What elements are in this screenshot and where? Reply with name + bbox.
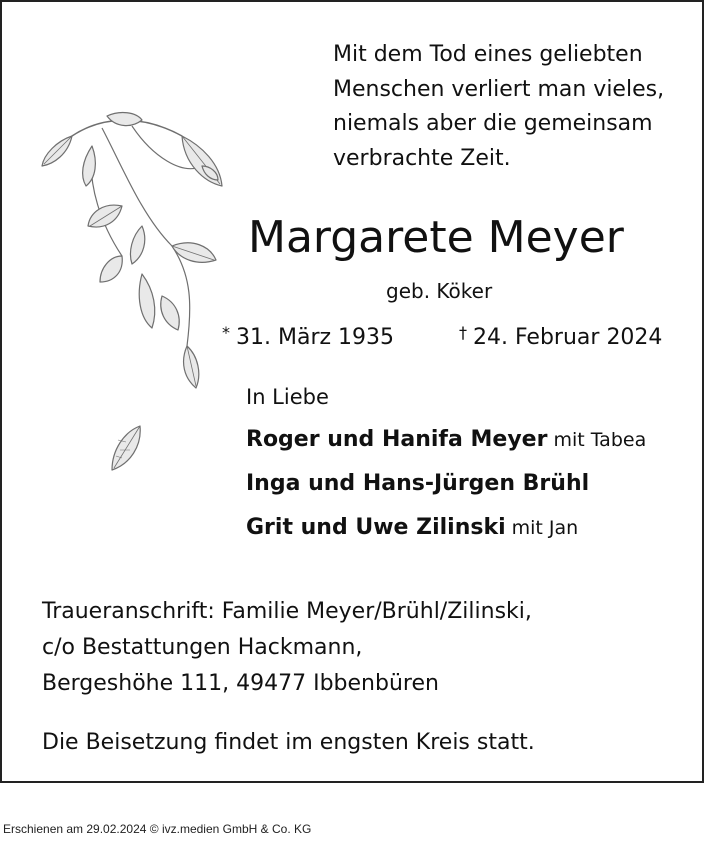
mourner-entry xyxy=(246,512,578,545)
death-date: 24. Februar 2024 xyxy=(473,325,663,350)
death-date-line xyxy=(459,318,662,353)
birth-star-icon: * xyxy=(222,323,230,342)
quote-line: Menschen verliert man vieles, xyxy=(333,76,665,102)
address-line: Bergeshöhe 111, 49477 Ibbenbüren xyxy=(42,671,439,696)
funeral-note: Die Beisetzung findet im engsten Kreis statt. xyxy=(42,730,535,755)
quote-line: Mit dem Tod eines geliebten xyxy=(333,42,643,67)
quote-line: verbrachte Zeit. xyxy=(333,145,511,171)
birth-date: 31. März 1935 xyxy=(236,325,395,350)
mourner-entry xyxy=(246,468,595,501)
address-line: Traueranschrift: Familie Meyer/Brühl/Zilinski, xyxy=(42,599,532,624)
address-line: c/o Bestattungen Hackmann, xyxy=(42,635,363,660)
mourner-name: Inga und Hans-Jürgen Brühl xyxy=(246,471,590,496)
birth-name: geb. Köker xyxy=(386,279,493,303)
mourner-entry xyxy=(246,424,646,457)
quote-line: niemals aber die gemeinsam xyxy=(333,111,653,136)
mourner-extra: mit Tabea xyxy=(553,429,647,451)
birth-date-line xyxy=(222,318,394,353)
mourners-intro: In Liebe xyxy=(246,385,329,409)
birch-leaves-illustration xyxy=(32,106,232,496)
mourner-name: Roger und Hanifa Meyer xyxy=(246,427,548,452)
mourner-extra: mit Jan xyxy=(511,517,579,539)
mourning-address xyxy=(42,594,532,702)
death-cross-icon: † xyxy=(459,323,467,342)
publication-footer: Erschienen am 29.02.2024 © ivz.medien GmbH & Co. KG xyxy=(3,822,312,836)
mourner-name: Grit und Uwe Zilinski xyxy=(246,515,506,540)
deceased-name: Margarete Meyer xyxy=(248,212,624,263)
memorial-quote xyxy=(333,38,693,176)
